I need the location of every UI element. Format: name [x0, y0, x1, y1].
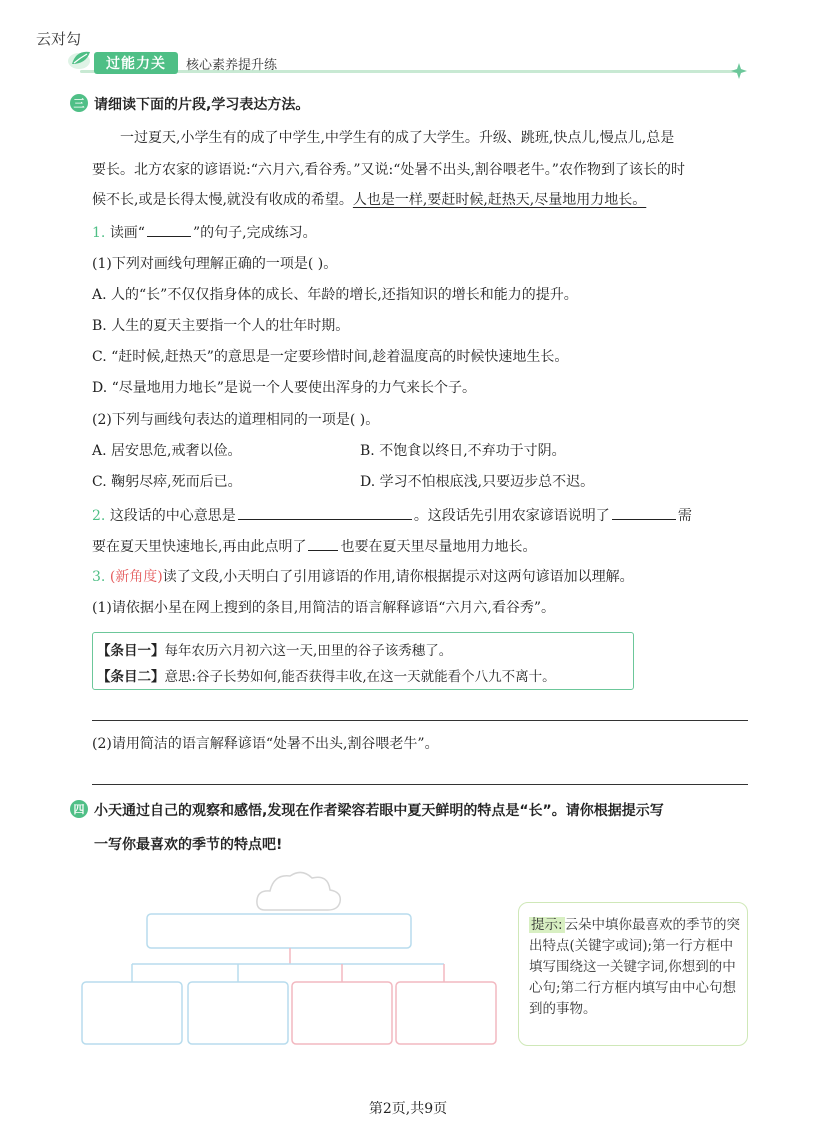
banner-subtitle: 核心素养提升练 [186, 58, 278, 73]
section4-number: 四 [70, 800, 88, 818]
entry-box [92, 632, 634, 690]
question-2-line-2 [92, 536, 536, 557]
section3-number: 三 [70, 94, 88, 112]
hint-box [518, 902, 748, 1046]
q1-sub2-option-d: D. 学习不怕根底浅,只要迈步总不迟。 [360, 474, 595, 490]
q1-sub2-option-c: C. 鞠躬尽瘁,死而后已。 [92, 474, 242, 490]
question-2-e: 也要在夏天里尽量地用力地长。 [340, 539, 537, 555]
question-1-stem-b: ”的句子,完成练习。 [192, 225, 317, 241]
passage-line-3 [92, 190, 646, 210]
passage-line-2: 要长。北方农家的谚语说:“六月六,看谷秀。”又说:“处暑不出头,割谷喂老牛。”农作物到了该长的时 [92, 162, 685, 178]
star-icon [730, 62, 748, 80]
question-1-number: 1. [92, 225, 106, 241]
entry-1-text: 每年农历六月初六这一天,田里的谷子该秀穗了。 [164, 643, 453, 659]
thing-box-1 [82, 982, 182, 1044]
banner-line [80, 70, 742, 73]
section4-title-line-1: 小天通过自己的观察和感悟,发现在作者梁容若眼中夏天鲜明的特点是“长”。请你根据提示写 [94, 803, 664, 819]
entry-2-text: 意思:谷子长势如何,能否获得丰收,在这一天就能看个八九不离十。 [164, 669, 556, 685]
hint-text: 云朵中填你最喜欢的季节的突出特点(关键字或词);第一行方框中填写围绕这一关键字词,你想到的中心句;第二行方框内填写由中心句想到的事物。 [529, 917, 741, 1017]
hint-content [529, 915, 741, 1020]
question-1-blank[interactable] [147, 222, 191, 237]
thing-box-3 [292, 982, 392, 1044]
question-3-tag: (新角度) [109, 569, 163, 585]
question-1 [92, 222, 317, 243]
brand-watermark: 云对勾 [36, 30, 82, 48]
question-2-blank-2[interactable] [612, 505, 676, 520]
entry-1-tag: 【条目一】 [97, 643, 165, 659]
question-2-a: 这段话的中心意思是 [109, 508, 236, 524]
section4-title-line-2: 一写你最喜欢的季节的特点吧! [94, 837, 283, 853]
passage-line-1: 一过夏天,小学生有的成了中学生,中学生有的成了大学生。升级、跳班,快点儿,慢点儿,总是 [120, 130, 675, 146]
question-2-number: 2. [92, 508, 106, 524]
q1-sub1-option-d: D. “尽量地用力地长”是说一个人要使出浑身的力气来长个子。 [92, 380, 476, 396]
question-3-number: 3. [92, 569, 106, 585]
passage-line-3-text: 候不长,或是长得太慢,就没有收成的希望。 [92, 192, 353, 208]
answer-line-1[interactable] [92, 720, 748, 721]
question-2-blank-1[interactable] [238, 505, 412, 520]
hint-label: 提示: [531, 917, 563, 933]
question-1-stem-a: 读画“ [109, 225, 145, 241]
question-2-c: 需 [677, 508, 692, 524]
cloud-shape [257, 872, 340, 910]
q3-sub2: (2)请用简洁的语言解释谚语“处暑不出头,割谷喂老牛”。 [92, 736, 439, 752]
question-2 [92, 505, 692, 526]
leaf-icon [66, 44, 96, 74]
q1-sub1: (1)下列对画线句理解正确的一项是( )。 [92, 256, 338, 272]
question-2-b: 。这段话先引用农家谚语说明了 [413, 508, 610, 524]
thing-box-4 [396, 982, 496, 1044]
thing-box-2 [188, 982, 288, 1044]
q3-sub1: (1)请依据小星在网上搜到的条目,用简洁的语言解释谚语“六月六,看谷秀”。 [92, 600, 556, 616]
section3-title: 请细读下面的片段,学习表达方法。 [94, 97, 310, 113]
q1-sub2: (2)下列与画线句表达的道理相同的一项是( )。 [92, 412, 380, 428]
question-2-d: 要在夏天里快速地长,再由此点明了 [92, 539, 307, 555]
center-sentence-box [147, 914, 411, 948]
mind-map-diagram [80, 864, 500, 1048]
passage-underlined-sentence: 人也是一样,要赶时候,赶热天,尽量地用力地长。 [352, 192, 647, 208]
q1-sub1-option-c: C. “赶时候,赶热天”的意思是一定要珍惜时间,趁着温度高的时候快速地生长。 [92, 349, 569, 365]
page-footer: 第2页,共9页 [368, 1101, 448, 1117]
banner-tag: 过能力关 [94, 52, 178, 74]
q1-sub1-option-b: B. 人生的夏天主要指一个人的壮年时期。 [92, 318, 350, 334]
q1-sub2-option-b: B. 不饱食以终日,不弃功于寸阴。 [360, 443, 566, 459]
q1-sub1-option-a: A. 人的“长”不仅仅指身体的成长、年龄的增长,还指知识的增长和能力的提升。 [92, 287, 578, 303]
question-3 [92, 567, 634, 587]
question-3-text: 读了文段,小天明白了引用谚语的作用,请你根据提示对这两句谚语加以理解。 [162, 569, 634, 585]
entry-2-tag: 【条目二】 [97, 669, 165, 685]
entry-2 [97, 665, 556, 685]
entry-1 [97, 639, 452, 659]
question-2-blank-3[interactable] [308, 536, 338, 551]
answer-line-2[interactable] [92, 784, 748, 785]
q1-sub2-option-a: A. 居安思危,戒奢以俭。 [92, 443, 242, 459]
